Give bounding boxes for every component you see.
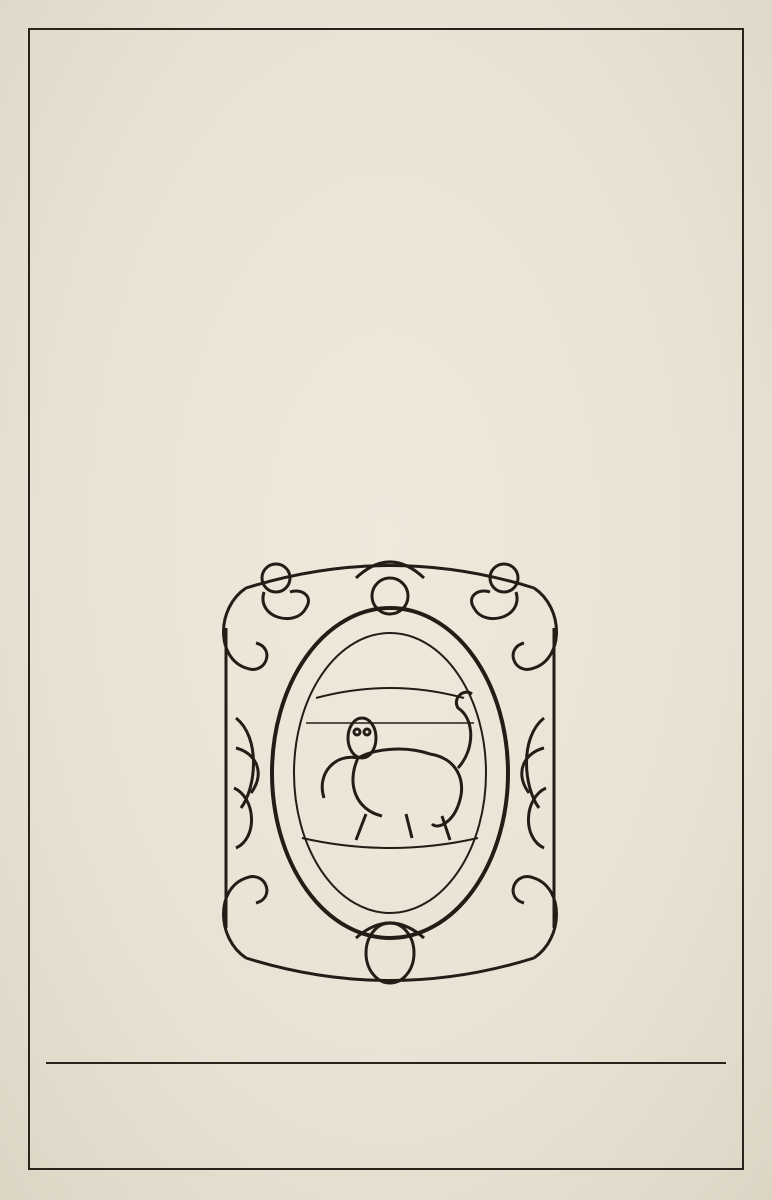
right-ornament-border bbox=[744, 0, 772, 1200]
imprint-rule bbox=[46, 1062, 726, 1064]
printers-device-emblem bbox=[206, 548, 574, 1000]
inner-frame-left bbox=[28, 28, 30, 1170]
inner-frame-right bbox=[742, 28, 744, 1170]
inner-frame-top bbox=[28, 28, 744, 30]
top-ornament-border bbox=[0, 0, 772, 28]
left-ornament-border bbox=[0, 0, 28, 1200]
inner-frame-bottom bbox=[28, 1168, 744, 1170]
emblem-woodcut-illustration bbox=[206, 548, 574, 1000]
bottom-ornament-border bbox=[0, 1172, 772, 1200]
